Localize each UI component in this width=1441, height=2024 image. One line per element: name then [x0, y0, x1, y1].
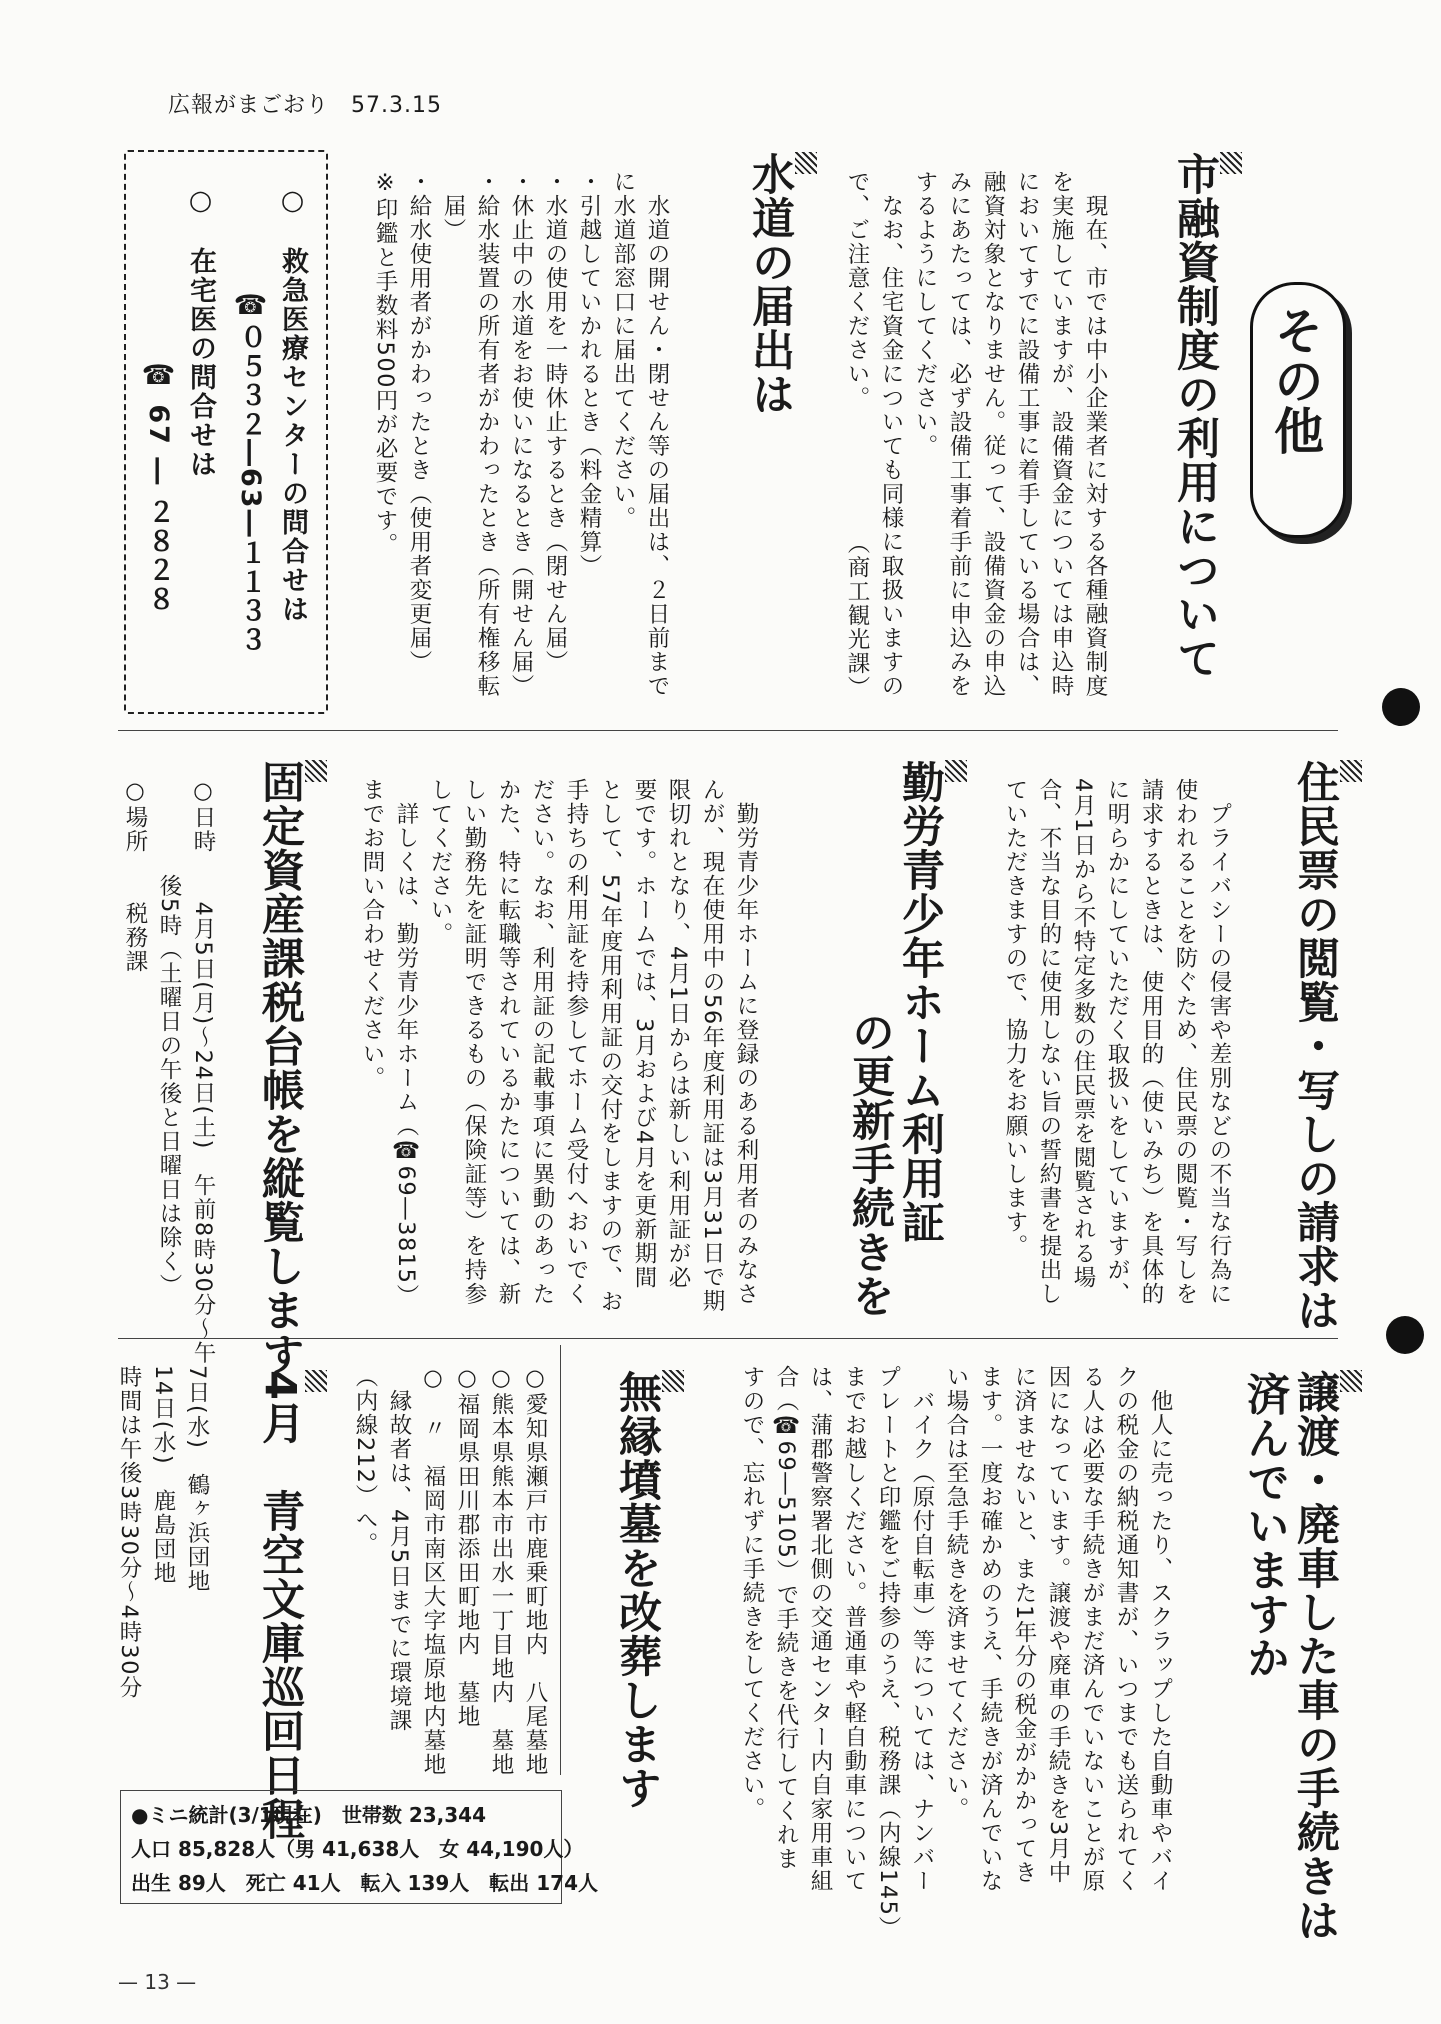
binding-hole-lower — [1386, 1316, 1424, 1354]
stats-label: ●ミニ統計(3/1現在) — [131, 1803, 322, 1827]
article-youth-title-line2: の更新手続きを — [845, 1010, 895, 1318]
stats-population: 人口 85,828人（男 41,638人 女 44,190人） — [131, 1837, 584, 1861]
article-water-title: 水道の届出は — [745, 152, 817, 416]
article-transfer-title: 譲渡・廃車した車の手続きは — [1290, 1370, 1362, 1942]
article-youth-body: 勤労青少年ホームに登録のある利用者のみなさ んが、現在使用中の56年度利用証は3月31日で期 限切れとなり、4月1日からは新しい利用証が必 要です。ホームでは、3月および4月を更新期間 として、57年度用利用証の交付をしますので、お 手持ちの利用証を持参してホーム受付へおいでく ださい。なお、利用証の記載事項に異動のあった かた、特に転職等されているかたについては、新 しい勤務先を証明できるもの（保険証等）を持参 してください。 詳しくは、勤労青少年ホーム（☎69―3815） までお問い合わせください。 — [359, 778, 759, 1314]
mini-statistics-box — [120, 1790, 599, 1904]
stats-vital: 出生 89人 死亡 41人 転入 139人 転出 174人 — [131, 1871, 599, 1895]
article-transfer-title-line2: 済んでいますか — [1240, 1372, 1290, 1680]
article-youth-title: 勤労青少年ホーム利用証 — [895, 760, 967, 1244]
binding-hole-upper — [1382, 688, 1420, 726]
stats-households: 世帯数 23,344 — [341, 1803, 487, 1827]
emergency-center-label: ○ 救急医療センターの問合せは — [277, 185, 308, 624]
issue-date: 57.3.15 — [351, 93, 442, 118]
article-juminhyo-title: 住民票の閲覧・写しの請求は — [1290, 760, 1362, 1332]
article-water-body: 水道の開せん・閉せん等の届出は、２日前まで に水道部窓口に届出てください。 ・引越していかれるとき（料金精算） ・水道の使用を一時休止するとき（閉せん届） ・休止中の水道をお使いになるとき（開せん届） ・給水装置の所有者がかわったとき（所有権移転 届） ・給水使用者がかわったとき（使用者変更届） ※印鑑と手数料500円が必要です。 — [372, 170, 670, 698]
emergency-center-phone: ☎０５３２―63―１１３３ — [235, 290, 266, 655]
page-header — [168, 88, 442, 119]
article-tax-title: 固定資産課税台帳を縦覧します — [255, 760, 327, 1376]
stats-header — [131, 1799, 486, 1828]
page-number: — 13 — — [118, 1970, 197, 1994]
divider-vertical — [560, 1345, 561, 1775]
article-loan-title: 市融資制度の利用について — [1170, 152, 1242, 680]
article-library-body: 7日(水) 鶴ヶ浜団地 14日(水) 鹿島団地 時間は午後3時30分～4時30分 — [116, 1365, 210, 1700]
article-loan-body: 現在、市では中小企業者に対する各種融資制度 を実施していますが、設備資金については申込時 においてすでに設備工事に着手している場合は、 融資対象となりません。従って、設備資金の申込 みにあたっては、必ず設備工事着手前に申込みを するようにしてください。 なお、住宅資金についても同様に取扱いますの で、ご注意ください。 （商工観光課） — [844, 170, 1108, 700]
article-transfer-body: 他人に売ったり、スクラップした自動車やバイ クの税金の納税通知書が、いつまでも送られてく る人は必要な手続きがまだ済んでいないことが原 因になっています。譲渡や廃車の手続きを3月中 に済ませないと、また1年分の税金がかかってき ます。一度お確かめのうえ、手続きが済んでいな い場合は至急手続きを済ませてください。 バイク（原付自転車）等については、ナンバー プレートと印鑑をご持参のうえ、税務課（内線145） までお越しください。普通車や軽自動車について は、蒲郡警察署北側の交通センター内自家用車組 合（☎69―5105）で手続きを代行してくれま すので、忘れずに手続きをしてください。 — [739, 1365, 1173, 1941]
article-juminhyo-body: プライバシーの侵害や差別などの不当な行為に 使われることを防ぐため、住民票の閲覧・写しを 請求するときは、使用目的（使いみち）を具体的 に明らかにしていただく取扱いをしていますが、 4月1日から不特定多数の住民票を閲覧される場 合、不当な目的に使用しない旨の誓約書を提出し ていただきますので、協力をお願いします。 — [1002, 778, 1232, 1306]
article-graves-title: 無縁墳墓を改葬します — [612, 1370, 684, 1810]
article-graves-body: ○愛知県瀬戸市鹿乗町地内 八尾墓地 ○熊本県熊本市出水一丁目地内 墓地 ○福岡県田川郡添田町地内 墓地 ○ 〃 福岡市南区大字塩原地内墓地 縁故者は、4月5日までに環境課 （内線212）へ。 — [352, 1365, 548, 1777]
section-badge-sonota: その他 — [1266, 305, 1324, 455]
home-doctor-label: ○ 在宅医の問合せは — [185, 185, 216, 479]
home-doctor-phone: ☎ 67 ― ２８２８ — [143, 360, 174, 614]
article-library-title: 4月 青空文庫巡回日程 — [255, 1370, 327, 1841]
article-tax-body: ○日時 4月5日(月)～24日(土) 午前8時30分～午 後5時（土曜日の午後と日曜日は除く） ○場所 税務課 — [122, 778, 216, 1366]
divider-upper — [118, 730, 1338, 731]
publication-name: 広報がまごおり — [168, 93, 330, 118]
